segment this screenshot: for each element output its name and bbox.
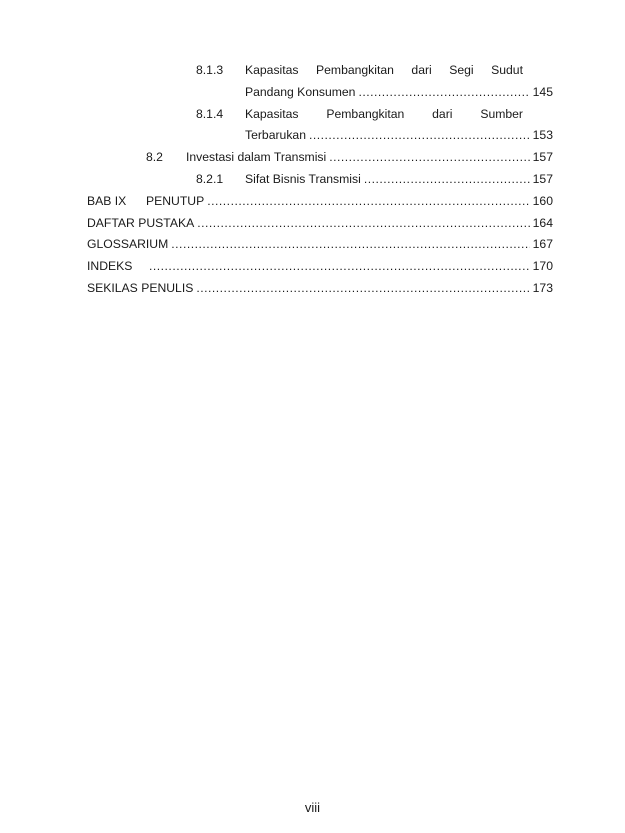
entry-title [245, 106, 523, 122]
page-number: 164 [532, 216, 553, 230]
entry-title: Investasi dalam Transmisi [186, 150, 327, 164]
entry-title: Pandang Konsumen [245, 85, 356, 99]
toc-entry-bab-ix[interactable] [87, 193, 553, 209]
page-number: 157 [532, 150, 553, 164]
dot-leader [329, 149, 529, 165]
entry-title: INDEKS [87, 259, 133, 273]
toc-entry-8-2-1[interactable] [196, 171, 553, 187]
entry-number: 8.2 [146, 150, 163, 164]
title-word: Kapasitas [245, 107, 299, 121]
page-number: 170 [532, 259, 553, 273]
dot-leader [364, 171, 530, 187]
title-word: Sudut [491, 63, 523, 77]
dot-leader [197, 215, 529, 231]
title-word: Segi [449, 63, 474, 77]
page-number: 167 [532, 237, 553, 251]
toc-entry-indeks[interactable] [87, 258, 553, 274]
entry-title: Terbarukan [245, 128, 306, 142]
entry-title: SEKILAS PENULIS [87, 281, 194, 295]
toc-entry-sekilas-penulis[interactable] [87, 280, 553, 296]
entry-number: 8.1.3 [196, 63, 224, 77]
entry-number: 8.1.4 [196, 107, 224, 121]
entry-number: BAB IX [87, 194, 127, 208]
toc-entry-daftar-pustaka[interactable] [87, 215, 553, 231]
title-word: dari [432, 107, 453, 121]
title-word: Kapasitas [245, 63, 299, 77]
toc-entry-8-1-4-line1 [196, 106, 526, 122]
entry-title: DAFTAR PUSTAKA [87, 216, 195, 230]
dot-leader [309, 127, 530, 143]
entry-number: 8.2.1 [196, 172, 224, 186]
toc-entry-8-1-3-line2[interactable] [245, 84, 553, 100]
page-number: 173 [532, 281, 553, 295]
page-number: 160 [532, 194, 553, 208]
page-number: 145 [532, 85, 553, 99]
page-number: 157 [532, 172, 553, 186]
entry-title [245, 62, 523, 78]
entry-title: GLOSSARIUM [87, 237, 169, 251]
page-footer-number: viii [304, 800, 321, 815]
entry-title: Sifat Bisnis Transmisi [245, 172, 361, 186]
page-number: 153 [532, 128, 553, 142]
title-word: Pembangkitan [326, 107, 405, 121]
dot-leader [171, 236, 529, 252]
toc-entry-8-1-4-line2[interactable] [245, 127, 553, 143]
entry-title: PENUTUP [146, 194, 205, 208]
title-word: Pembangkitan [316, 63, 394, 77]
dot-leader [207, 193, 529, 209]
toc-entry-8-2[interactable] [146, 149, 553, 165]
title-word: Sumber [480, 107, 523, 121]
title-word: dari [411, 63, 432, 77]
toc-entry-glossarium[interactable] [87, 236, 553, 252]
toc-entry-8-1-3-line1 [196, 62, 526, 78]
dot-leader [149, 258, 530, 274]
dot-leader [358, 84, 529, 100]
dot-leader [196, 280, 529, 296]
